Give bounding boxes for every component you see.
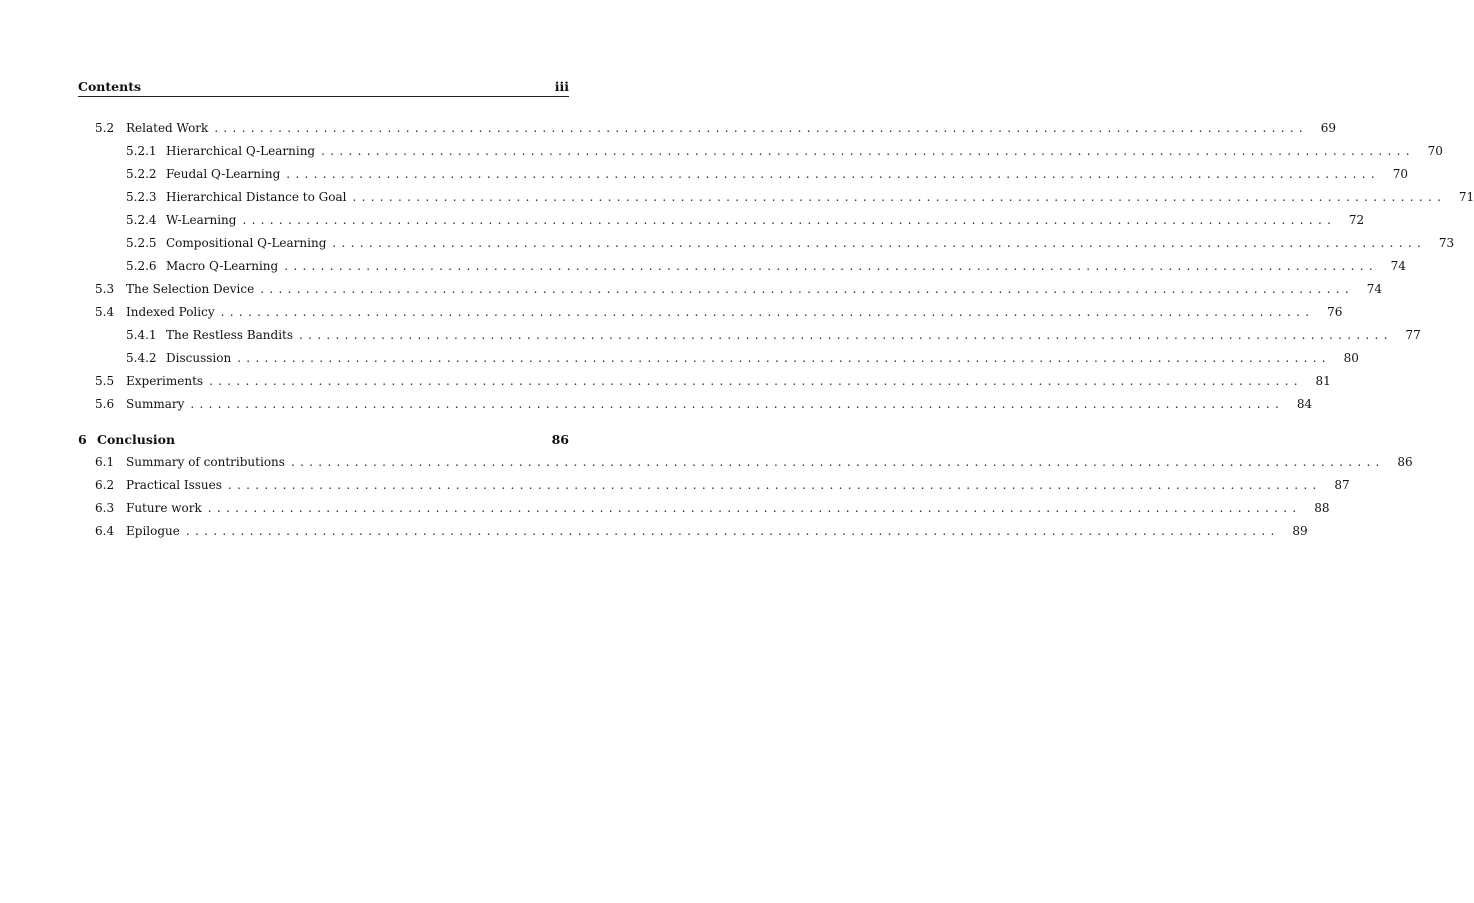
toc-entry-page: 84 <box>1296 397 1313 411</box>
toc-entry-page: 76 <box>1327 305 1343 319</box>
toc-entry-page: 70 <box>1392 167 1408 181</box>
toc-entry[interactable] <box>78 455 1413 478</box>
toc-dot-leader: ........................................................................................................................ <box>321 144 1415 158</box>
toc-entry[interactable] <box>78 121 1337 144</box>
toc-dot-leader: ........................................................................................................................ <box>290 455 1385 469</box>
toc-dot-leader: ........................................................................................................................ <box>332 236 1427 250</box>
toc-entry-page: 89 <box>1292 524 1308 538</box>
header-title: Contents <box>78 79 142 94</box>
toc-entry-title: The Restless Bandits <box>166 328 299 342</box>
toc-entry-page: 77 <box>1405 328 1421 342</box>
toc-entry-page: 81 <box>1315 374 1331 388</box>
toc-entry-page: 71 <box>1458 190 1474 204</box>
toc-entry[interactable] <box>78 190 1474 213</box>
toc-dot-leader: ........................................................................................................................ <box>207 501 1302 515</box>
header-page-number: iii <box>554 79 569 94</box>
toc-entry[interactable] <box>78 351 1359 374</box>
toc-dot-leader: ........................................................................................................................ <box>299 328 1393 342</box>
toc-entry-page: 74 <box>1390 259 1406 273</box>
toc-entry-number: 5.2.2 <box>126 167 157 181</box>
toc-dot-leader: ........................................................................................................................ <box>185 524 1280 538</box>
toc-entry-title: Summary <box>126 397 190 411</box>
toc-dot-leader: ........................................................................................................................ <box>352 190 1447 204</box>
toc-dot-leader: ........................................................................................................................ <box>209 374 1303 388</box>
toc-entry-number: 5.2.3 <box>126 190 157 204</box>
toc-entry-number: 5.6 <box>95 397 115 411</box>
toc-entry-number: 6.1 <box>95 455 115 469</box>
toc-entry-number: 5.2 <box>95 121 115 135</box>
toc-entry-title: Feudal Q-Learning <box>166 167 286 181</box>
toc-entry-page: 86 <box>1397 455 1413 469</box>
toc-entry-number: 5.3 <box>95 282 115 296</box>
toc-chapter-page: 86 <box>551 432 569 447</box>
toc-entry-page: 80 <box>1343 351 1359 365</box>
toc-entry[interactable] <box>78 374 1331 397</box>
toc-entry-number: 5.2.4 <box>126 213 157 227</box>
toc-entry-page: 72 <box>1348 213 1365 227</box>
toc-entry-number: 5.4 <box>95 305 115 319</box>
toc-dot-leader: ........................................................................................................................ <box>214 121 1309 135</box>
toc-dot-leader: ........................................................................................................................ <box>227 478 1322 492</box>
toc-entry-number: 5.2.1 <box>126 144 157 158</box>
toc-entry-title: Hierarchical Q-Learning <box>166 144 321 158</box>
toc-dot-leader: ........................................................................................................................ <box>190 397 1285 411</box>
toc-chapter-number: 6 <box>78 432 87 447</box>
toc-entry[interactable] <box>78 305 1343 328</box>
running-header <box>78 78 569 97</box>
toc-entry[interactable] <box>78 236 1455 259</box>
toc-entry-title: The Selection Device <box>126 282 260 296</box>
toc-entry-title: Hierarchical Distance to Goal <box>166 190 352 204</box>
toc-entry[interactable] <box>78 501 1330 524</box>
toc-entry-title: Compositional Q-Learning <box>166 236 332 250</box>
toc-dot-leader: ........................................................................................................................ <box>260 282 1354 296</box>
toc-entry-number: 6.2 <box>95 478 115 492</box>
toc-chapter-entry[interactable] <box>78 432 569 455</box>
toc-entry[interactable] <box>78 167 1408 190</box>
toc-entry-number: 6.4 <box>95 524 115 538</box>
toc-entry[interactable] <box>78 478 1350 501</box>
toc-entry-page: 70 <box>1427 144 1443 158</box>
toc-entry[interactable] <box>78 259 1406 282</box>
toc-entry-title: Summary of contributions <box>126 455 291 469</box>
toc-entry-page: 69 <box>1320 121 1337 135</box>
toc-entry[interactable] <box>78 282 1382 305</box>
toc-entry[interactable] <box>78 524 1308 547</box>
toc-entry-title: Macro Q-Learning <box>166 259 284 273</box>
toc-entry-page: 74 <box>1366 282 1382 296</box>
toc-entry-number: 5.2.6 <box>126 259 157 273</box>
toc-entry-number: 5.2.5 <box>126 236 157 250</box>
toc-entry-title: W-Learning <box>166 213 242 227</box>
toc-dot-leader: ........................................................................................................................ <box>286 167 1380 181</box>
toc-entry-page: 88 <box>1314 501 1330 515</box>
toc-dot-leader: ........................................................................................................................ <box>284 259 1378 273</box>
toc-dot-leader: ........................................................................................................................ <box>237 351 1331 365</box>
table-of-contents <box>78 121 1474 547</box>
toc-entry-page: 73 <box>1438 236 1455 250</box>
toc-entry-title: Discussion <box>166 351 237 365</box>
toc-entry-number: 5.4.2 <box>126 351 157 365</box>
toc-chapter-title: Conclusion <box>97 432 181 447</box>
toc-entry-number: 5.5 <box>95 374 115 388</box>
toc-entry-title: Experiments <box>126 374 209 388</box>
toc-entry[interactable] <box>78 144 1443 167</box>
toc-entry[interactable] <box>78 213 1365 236</box>
toc-entry-title: Practical Issues <box>126 478 228 492</box>
toc-entry-title: Related Work <box>126 121 214 135</box>
toc-entry-title: Indexed Policy <box>126 305 221 319</box>
toc-entry-number: 6.3 <box>95 501 115 515</box>
toc-dot-leader: ........................................................................................................................ <box>220 305 1315 319</box>
toc-entry[interactable] <box>78 328 1421 351</box>
toc-dot-leader: ........................................................................................................................ <box>242 213 1337 227</box>
toc-entry-number: 5.4.1 <box>126 328 157 342</box>
toc-entry[interactable] <box>78 397 1313 420</box>
toc-entry-page: 87 <box>1334 478 1350 492</box>
toc-entry-title: Epilogue <box>126 524 186 538</box>
toc-entry-title: Future work <box>126 501 208 515</box>
